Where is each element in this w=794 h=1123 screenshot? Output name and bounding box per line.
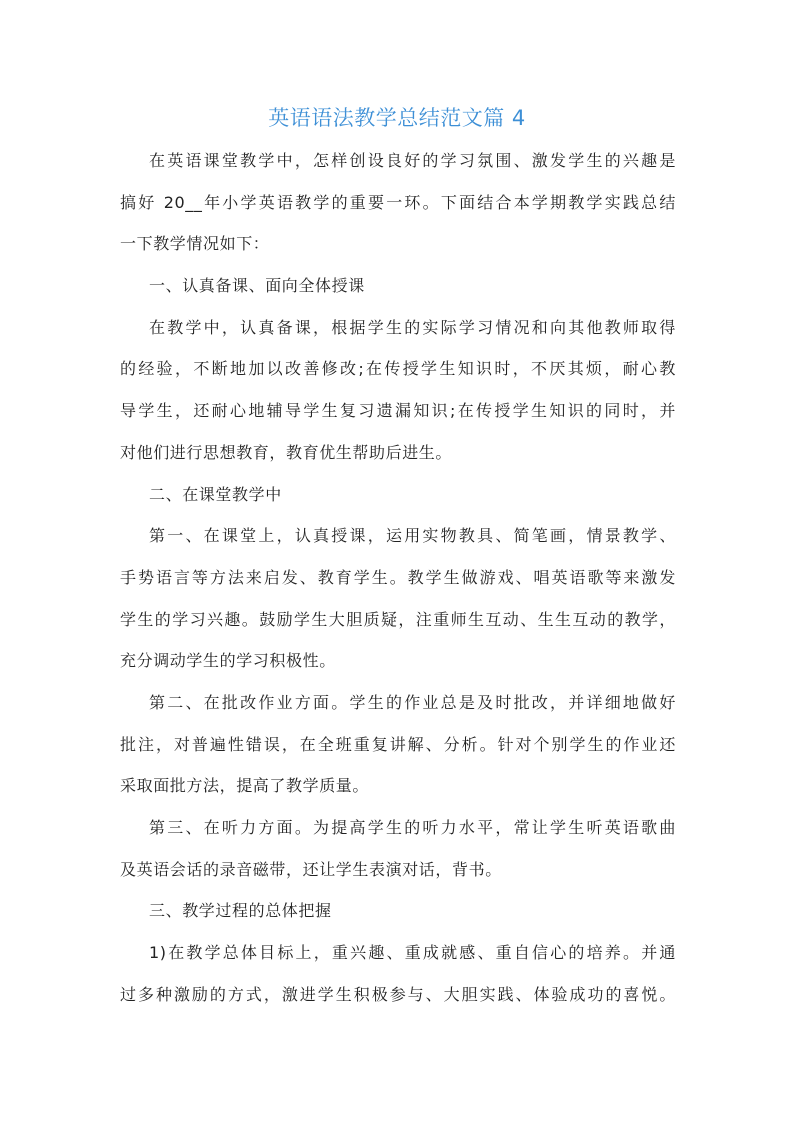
paragraph-line: 1)在教学总体目标上，重兴趣、重成就感、重自信心的培养。并通 [149,943,676,963]
paragraph-line: 一下教学情况如下： [120,234,270,254]
paragraph-line: 手势语言等方法来启发、教育学生。教学生做游戏、唱英语歌等来激发 [120,567,676,587]
paragraph-line: 第一、在课堂上，认真授课，运用实物教具、简笔画，情景教学、 [149,526,676,546]
document-title: 英语语法教学总结范文篇 4 [268,106,526,130]
paragraph-line: 第三、在听力方面。为提高学生的听力水平，常让学生听英语歌曲 [149,818,676,837]
document-body [120,140,676,1015]
paragraph-line: 采取面批方法，提高了教学质量。 [120,776,370,796]
paragraph-line: 充分调动学生的学习积极性。 [120,651,336,671]
paragraph-line: 在英语课堂教学中，怎样创设良好的学习氛围、激发学生的兴趣是 [149,151,676,170]
paragraph-line: 过多种激励的方式，激进学生积极参与、大胆实践、体验成功的喜悦。 [120,984,676,1004]
paragraph-line: 导学生，还耐心地辅导学生复习遗漏知识;在传授学生知识的同时，并 [120,401,676,421]
paragraph-line: 在教学中，认真备课，根据学生的实际学习情况和向其他教师取得 [149,317,676,337]
section-heading: 一、认真备课、面向全体授课 [149,276,365,296]
paragraph-line: 搞好 20__年小学英语教学的重要一环。下面结合本学期教学实践总结 [120,192,676,212]
paragraph-line: 第二、在批改作业方面。学生的作业总是及时批改，并详细地做好 [149,692,676,712]
section-heading: 二、在课堂教学中 [149,484,282,504]
paragraph-line: 的经验，不断地加以改善修改;在传授学生知识时，不厌其烦，耐心教 [120,359,676,379]
paragraph-line: 及英语会话的录音磁带，还让学生表演对话，背书。 [120,859,502,879]
paragraph-line: 批注，对普遍性错误，在全班重复讲解、分析。针对个别学生的作业还 [120,734,676,754]
paragraph-line: 学生的学习兴趣。鼓励学生大胆质疑，注重师生互动、生生互动的教学， [120,609,676,629]
section-heading: 三、教学过程的总体把握 [149,901,332,921]
paragraph-line: 对他们进行思想教育，教育优生帮助后进生。 [120,442,453,462]
